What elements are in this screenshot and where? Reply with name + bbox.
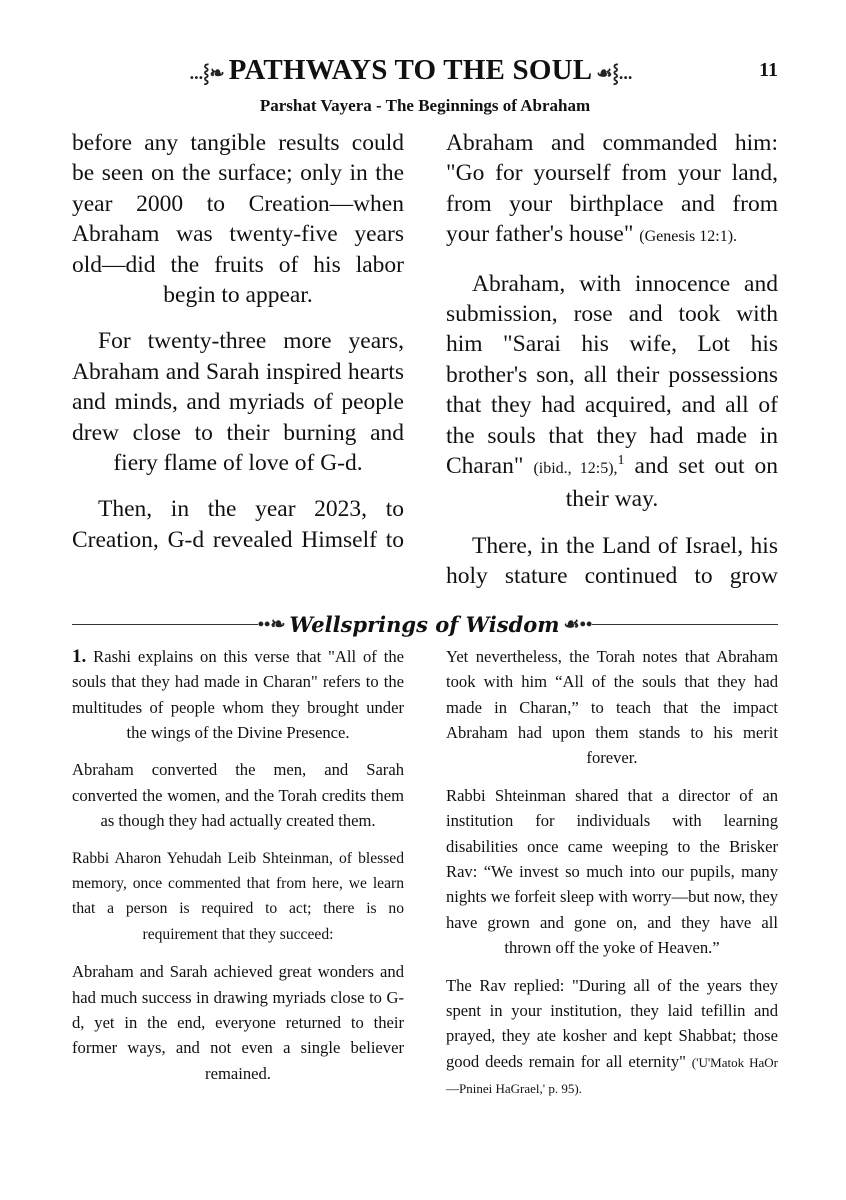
paragraph-text: Abraham and commanded him: "Go for yourself from your land, from your birthplace and from your father's house" — [446, 130, 778, 248]
footnote-paragraph — [446, 973, 778, 1102]
divider-rule — [592, 624, 778, 626]
paragraph: before any tangible results could be seen on the surface; only in the year 2000 to Creation—when Abraham was twenty-five years old—did the fruits of his labor begin to appear. — [72, 130, 404, 309]
scripture-reference: (ibid., 12:5), — [533, 460, 618, 478]
main-column-left — [72, 128, 404, 571]
paragraph: There, in the Land of Israel, his holy stature continued to grow — [446, 532, 778, 590]
divider-rule — [72, 624, 258, 626]
running-header — [72, 54, 730, 87]
page-number: 11 — [759, 58, 778, 81]
footnote-column-right — [446, 644, 778, 1114]
footnote-text: Rashi explains on this verse that "All of the souls that they had made in Charan" refers to the multitudes of people whom they brought under the wings of the Divine Presence. — [72, 646, 404, 742]
ornament-right-icon: ☙•• — [563, 614, 593, 635]
main-column-right — [446, 128, 778, 608]
footnote-paragraph: Yet nevertheless, the Torah notes that Abraham took with him “All of the souls that they had made in Charan,” to teach that the impact Abraham had upon them stands to his merit forever. — [446, 646, 778, 768]
footnote-paragraph: Abraham and Sarah achieved great wonders and had much success in drawing myriads close to G-d, yet in the end, everyone returned to their former ways, and not even a single believer remained. — [72, 962, 404, 1083]
ornament-right-icon: ☙⸾... — [596, 62, 633, 83]
ornament-left-icon: ••❧ — [257, 614, 286, 635]
paragraph-text: and set out on their way. — [565, 453, 778, 513]
main-columns — [72, 128, 778, 608]
paragraph — [446, 269, 778, 515]
footnote-paragraph: Rabbi Shteinman shared that a director of an institution for individuals with learning disabilities once came weeping to the Brisker Rav: “We invest so much into our pupils, many nights we forfeit sleep with worry—but now, they have grown and gone on, and they have all thrown off the yoke of Heaven.” — [446, 785, 778, 958]
scripture-reference: (Genesis 12:1). — [639, 228, 738, 246]
footnote-paragraph: Abraham converted the men, and Sarah converted the women, and the Torah credits them as though they had actually created them. — [72, 760, 404, 831]
chapter-subtitle: Parshat Vayera - The Beginnings of Abraham — [259, 96, 591, 115]
paragraph-text: Abraham, with innocence and submission, rose and took with him "Sarai his wife, Lot his brother's son, all their possessions that they had acquired, and all of the souls that they had made in Charan" — [446, 270, 778, 480]
paragraph — [446, 128, 778, 253]
section-title: Wellsprings of Wisdom — [289, 612, 560, 638]
footnote-number: 1. — [72, 645, 87, 667]
paragraph: For twenty-three more years, Abraham and Sarah inspired hearts and minds, and myriads of people drew close to their burning and fiery flame of love of G-d. — [72, 328, 404, 477]
paragraph: Then, in the year 2023, to Creation, G-d revealed Himself to — [72, 496, 404, 553]
ornament-left-icon: ...⸾❧ — [189, 62, 225, 83]
footnote-marker[interactable]: 1 — [617, 453, 625, 469]
footnote-text: The Rav replied: "During all of the years they spent in your institution, they laid tefillin and prayed, they ate kosher and kept Shabbat; those good deeds remain for all eternity" — [446, 975, 778, 1071]
book-title: PATHWAYS TO THE SOUL — [228, 53, 593, 86]
source-citation: ('U'Matok HaOr—Pninei HaGrael,' p. 95). — [446, 1054, 778, 1097]
running-header-row — [72, 50, 778, 90]
footnote-columns — [72, 644, 778, 1114]
footnote-paragraph: Rabbi Aharon Yehudah Leib Shteinman, of blessed memory, once commented that from here, we learn that a person is required to act; there is no requirement that they succeed: — [72, 849, 404, 943]
footnote-column-left — [72, 644, 404, 1099]
section-divider — [72, 612, 778, 638]
footnote-paragraph — [72, 644, 404, 746]
